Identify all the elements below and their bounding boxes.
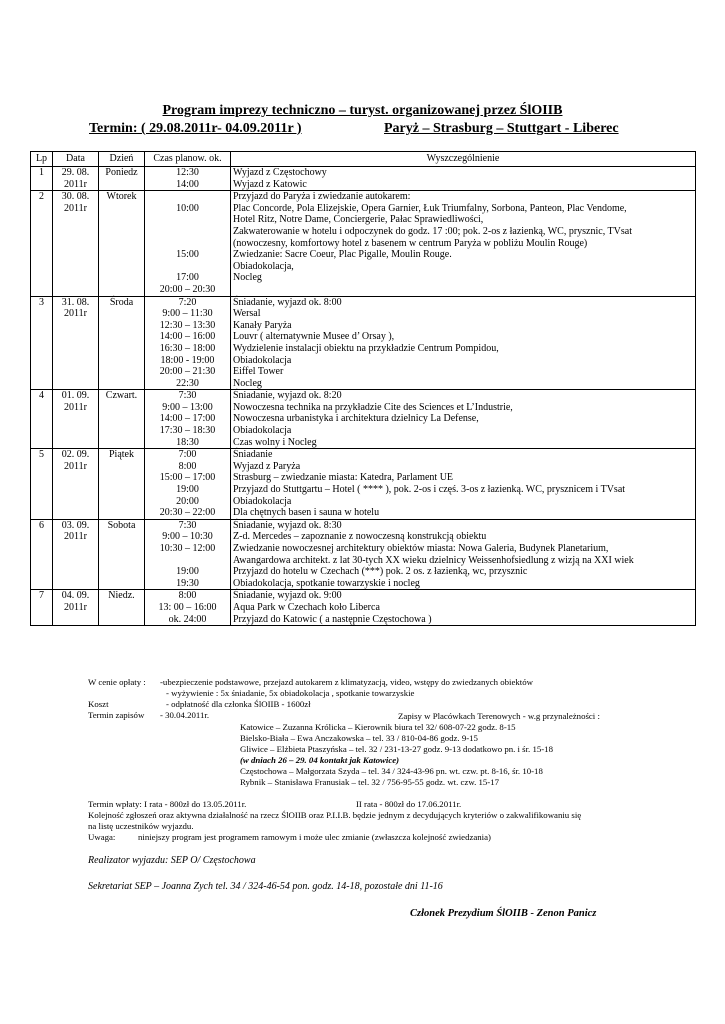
row-times <box>145 449 231 520</box>
table-row <box>31 590 696 626</box>
price-line-1: -ubezpieczenie podstawowe, przejazd autokarem z klimatyzacją, video, wstępy do zwiedzanych obiektów <box>160 677 533 687</box>
row-time <box>147 261 228 273</box>
row-day: Środa <box>99 296 145 390</box>
order-line-2: na listę uczestników wyjazdu. <box>88 821 194 831</box>
row-description-line: Hotel Ritz, Notre Dame, Conciergerie, Pałac Sprawiedliwości, <box>233 214 484 226</box>
row-time: 20:00 – 21:30 <box>159 366 216 378</box>
row-time <box>147 226 228 238</box>
row-description <box>231 519 696 590</box>
row-date-line: 2011r <box>64 178 87 190</box>
table-row <box>31 167 696 191</box>
row-lp: 1 <box>31 167 53 191</box>
row-description-line: Nocleg <box>233 377 262 389</box>
row-day: Sobota <box>99 519 145 590</box>
row-time <box>147 555 228 567</box>
row-time: 10:00 <box>176 202 199 214</box>
office-katowice: Katowice – Zuzanna Królicka – Kierownik biura tel 32/ 608-07-22 godz. 8-15 <box>240 722 516 732</box>
office-gliwice: Gliwice – Elżbieta Ptaszyńska – tel. 32 / 231-13-27 godz. 9-13 dodatkowo pn. i śr. 15-18 <box>240 744 553 754</box>
row-description-line: Przyjazd do Katowic ( a następnie Częstochowa ) <box>233 613 432 625</box>
row-description-line: Nowoczesna urbanistyka i architektura dzielnicy La Defense, <box>233 413 479 425</box>
header-lp: Lp <box>31 152 53 167</box>
row-times <box>145 296 231 390</box>
table-row <box>31 449 696 520</box>
row-description-line: Obiadokolacja <box>233 425 292 437</box>
row-day: Wtorek <box>99 191 145 296</box>
office-bielsko: Bielsko-Biała – Ewa Anczakowska – tel. 33 / 810-04-86 godz. 9-15 <box>240 733 478 743</box>
row-time: 9:00 – 10:30 <box>162 531 213 543</box>
secretariat: Sekretariat SEP – Joanna Zych tel. 34 / 324-46-54 pon. godz. 14-18, pozostałe dni 11-16 <box>88 881 443 892</box>
program-table <box>30 151 696 626</box>
row-time: 10:30 – 12:00 <box>159 543 216 554</box>
row-time: ok. 24:00 <box>168 613 207 625</box>
row-time: 14:00 – 16:00 <box>159 331 216 343</box>
warning-label: Uwaga: <box>88 832 116 842</box>
term-label: Termin zapisów <box>88 710 145 720</box>
row-time: 20:00 <box>176 495 199 507</box>
row-time: 17:30 – 18:30 <box>159 425 216 437</box>
row-time <box>147 214 228 226</box>
row-date <box>53 296 99 390</box>
row-date <box>53 191 99 296</box>
row-lp: 6 <box>31 519 53 590</box>
row-description-line: Wersal <box>233 308 261 320</box>
table-row <box>31 191 696 296</box>
row-time: 9:00 – 13:00 <box>162 401 213 413</box>
row-description-line: Nocleg <box>233 272 262 284</box>
table-header-row <box>31 152 696 167</box>
row-description-line: Wydzielenie instalacji obiektu na przykładzie Centrum Pompidou, <box>233 342 499 354</box>
row-times <box>145 167 231 191</box>
row-description-line: Eiffel Tower <box>233 366 284 378</box>
row-time: 12:30 <box>176 167 199 178</box>
row-description-line: Śniadanie, wyjazd ok. 8:30 <box>233 519 342 531</box>
row-date-line: 02. 09. <box>61 449 90 461</box>
row-times <box>145 191 231 296</box>
row-time: 14:00 <box>176 178 199 190</box>
row-date-line: 2011r <box>64 531 87 543</box>
route: Paryż – Strasburg – Stuttgart - Liberec <box>384 121 619 136</box>
cost-label: Koszt <box>88 699 109 709</box>
row-description-line: Awangardowa architekt. z lat 30-tych XX wieku dzielnicy Weissenhofsiedlung z wizją na XXI wiek <box>233 554 634 566</box>
row-time: 13: 00 – 16:00 <box>158 601 217 613</box>
row-time: 12:30 – 13:30 <box>159 319 216 331</box>
row-description-line: (nowoczesny, komfortowy hotel z basenem w centrum Paryża w pobliżu Moulin Rouge) <box>233 237 588 249</box>
price-label: W cenie opłaty : <box>88 677 146 687</box>
payment-installment-1: Termin wpłaty: I rata - 800zł do 13.05.2011r. <box>88 799 247 809</box>
row-date-line: 04. 09. <box>61 590 90 602</box>
row-date-line: 31. 08. <box>61 296 90 308</box>
office-rybnik: Rybnik – Stanisława Franusiak – tel. 32 / 756-95-55 godz. wt. czw. 15-17 <box>240 777 500 787</box>
row-description <box>231 590 696 626</box>
row-date <box>53 167 99 191</box>
row-description-line: Wyjazd z Katowic <box>233 178 307 190</box>
signature: Członek Prezydium ŚlOIIB - Zenon Panicz <box>410 908 597 919</box>
office-czestochowa: Częstochowa – Małgorzata Szyda – tel. 34 / 324-43-96 pn. wt. czw. pt. 8-16, śr. 10-18 <box>240 766 543 776</box>
row-time: 7:00 <box>178 449 197 461</box>
row-description-line: Zwiedzanie nowoczesnej architektury obiektów miasta: Nowa Galeria, Budynek Planetarium, <box>233 543 609 554</box>
row-time <box>147 191 228 203</box>
header-day: Dzień <box>99 152 145 167</box>
term-dates: Termin: ( 29.08.2011r- 04.09.2011r ) <box>89 121 302 136</box>
header-date: Data <box>53 152 99 167</box>
row-description-line: Plac Concorde, Pola Elizejskie, Opera Garnier, Łuk Triumfalny, Sorbona, Panteon, Plac Vendome, <box>233 202 627 214</box>
row-day: Czwart. <box>99 390 145 449</box>
row-times <box>145 519 231 590</box>
row-description-line: Aqua Park w Czechach koło Liberca <box>233 601 380 613</box>
row-description-line: Zakwaterowanie w hotelu i odpoczynek do godz. 17 :00; pok. 2-os z łazienką, WC, prysznic, TVsat <box>233 225 632 237</box>
row-date <box>53 449 99 520</box>
row-description-line: Dla chętnych basen i sauna w hotelu <box>233 507 380 519</box>
signup-header: Zapisy w Placówkach Terenowych - w.g przynależności : <box>398 711 600 721</box>
row-description-line: Obiadokolacja, <box>233 260 294 272</box>
row-time: 7:20 <box>178 296 197 308</box>
row-description-line: Obiadokolacja <box>233 354 292 366</box>
header-description: Wyszczególnienie <box>231 152 696 167</box>
row-time: 17:00 <box>176 272 199 284</box>
offices-note: (w dniach 26 – 29. 04 kontakt jak Katowice) <box>240 755 400 765</box>
row-lp: 5 <box>31 449 53 520</box>
row-date-line: 01. 09. <box>61 390 90 402</box>
row-description-line: Z-d. Mercedes – zapoznanie z nowoczesną konstrukcją obiektu <box>233 531 487 543</box>
row-time: 15:00 – 17:00 <box>159 472 216 484</box>
row-date-line: 2011r <box>64 460 87 472</box>
organizer: Realizator wyjazdu: SEP O/ Częstochowa <box>88 855 256 866</box>
row-date-line: 30. 08. <box>61 191 90 203</box>
table-row <box>31 296 696 390</box>
row-date <box>53 590 99 626</box>
row-date-line: 2011r <box>64 601 87 613</box>
row-time: 15:00 <box>176 249 199 261</box>
row-description-line: Przyjazd do hotelu w Czechach (***) pok. 2 os. z łazienką, wc, przysznic <box>233 566 528 578</box>
row-description-line: Śniadanie, wyjazd ok. 8:00 <box>233 296 342 308</box>
price-line-2: - wyżywienie : 5x śniadanie, 5x obiadokolacja , spotkanie towarzyskie <box>166 688 415 698</box>
row-time: 8:00 <box>178 460 197 472</box>
row-time: 18:00 - 19:00 <box>160 354 215 366</box>
row-lp: 3 <box>31 296 53 390</box>
row-description <box>231 296 696 390</box>
row-description <box>231 191 696 296</box>
row-time: 19:30 <box>176 577 199 589</box>
row-time: 18:30 <box>176 436 199 448</box>
table-row <box>31 390 696 449</box>
row-description-line: Wyjazd z Częstochowy <box>233 167 327 178</box>
row-description-line: Kanały Paryża <box>233 319 292 331</box>
document-title: Program imprezy techniczno – turyst. organizowanej przez ŚlOIIB <box>162 103 563 118</box>
row-date-line: 2011r <box>64 308 87 320</box>
row-description <box>231 167 696 191</box>
term-value: - 30.04.2011r. <box>160 710 210 720</box>
row-description-line: Obiadokolacja, spotkanie towarzyskie i nocleg <box>233 577 420 589</box>
row-description-line: Strasburg – zwiedzanie miasta: Katedra, Parlament UE <box>233 472 454 484</box>
row-date-line: 29. 08. <box>61 167 90 178</box>
row-date-line: 2011r <box>64 202 87 214</box>
header-time: Czas planow. ok. <box>145 152 231 167</box>
row-time: 20:00 – 20:30 <box>159 283 216 295</box>
row-description <box>231 390 696 449</box>
row-description-line: Przyjazd do Stuttgartu – Hotel ( **** ), pok. 2-os i częś. 3-os z łazienką. WC, prysznicem i TVsat <box>233 484 626 496</box>
row-day: Niedz. <box>99 590 145 626</box>
row-time: 22:30 <box>176 377 199 389</box>
cost-value: - odpłatność dla członka ŚlOIIB - 1600zł <box>166 699 311 709</box>
row-date-line: 03. 09. <box>61 519 90 531</box>
table-row <box>31 519 696 590</box>
row-time: 20:30 – 22:00 <box>159 507 216 519</box>
row-description-line: Zwiedzanie: Sacre Coeur, Plac Pigalle, Moulin Rouge. <box>233 249 452 261</box>
order-line-1: Kolejność zgłoszeń oraz aktywna działalność na rzecz ŚlOIIB oraz P.I.I.B. będzie jednym z decydujących kryteriów o zakwalifikowaniu się <box>88 810 582 820</box>
warning-text: niniejszy program jest programem ramowym i może ulec zmianie (zwłaszcza kolejność zwiedzania) <box>138 832 491 842</box>
row-lp: 2 <box>31 191 53 296</box>
row-date <box>53 390 99 449</box>
row-times <box>145 390 231 449</box>
row-lp: 4 <box>31 390 53 449</box>
row-time: 7:30 <box>178 390 197 402</box>
row-description-line: Nowoczesna technika na przykładzie Cite des Sciences et L’Industrie, <box>233 401 513 413</box>
row-lp: 7 <box>31 590 53 626</box>
row-time: 9:00 – 11:30 <box>162 308 213 320</box>
row-date-line: 2011r <box>64 401 87 413</box>
row-description-line: Śniadanie, wyjazd ok. 9:00 <box>233 590 342 602</box>
row-description-line: Śniadanie, wyjazd ok. 8:20 <box>233 390 342 402</box>
row-day: Piątek <box>99 449 145 520</box>
row-description-line: Przyjazd do Paryża i zwiedzanie autokarem: <box>233 191 411 203</box>
row-day: Poniedz <box>99 167 145 191</box>
row-description <box>231 449 696 520</box>
row-description-line: Śniadanie <box>233 449 273 461</box>
row-time: 19:00 <box>176 566 199 578</box>
row-time: 19:00 <box>176 484 199 496</box>
row-times <box>145 590 231 626</box>
row-time: 8:00 <box>178 590 197 602</box>
row-description-line: Louvr ( alternatywnie Musee d’ Orsay ), <box>233 331 395 343</box>
row-time <box>147 238 228 250</box>
row-description-line: Wyjazd z Paryża <box>233 460 301 472</box>
row-date <box>53 519 99 590</box>
row-time: 7:30 <box>178 519 197 531</box>
row-time: 14:00 – 17:00 <box>159 413 216 425</box>
row-description-line: Czas wolny i Nocleg <box>233 436 317 448</box>
payment-installment-2: II rata - 800zł do 17.06.2011r. <box>356 799 462 809</box>
row-time: 16:30 – 18:00 <box>159 342 216 354</box>
row-description-line: Obiadokolacja <box>233 495 292 507</box>
